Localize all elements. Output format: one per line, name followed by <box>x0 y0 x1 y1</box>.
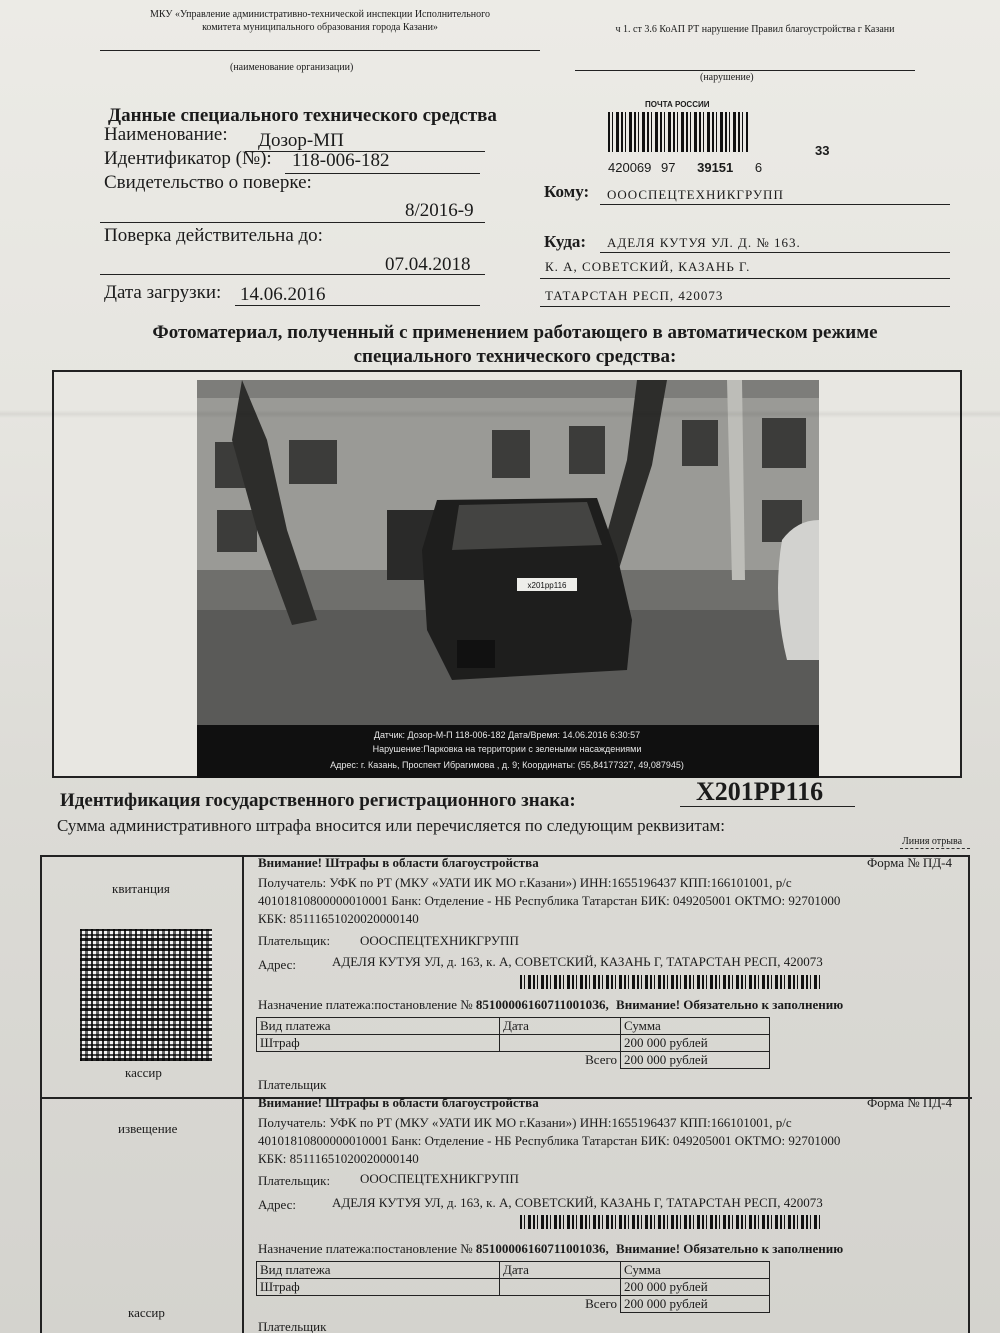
address-line-2: К. А, СОВЕТСКИЙ, КАЗАНЬ Г. <box>545 259 751 274</box>
purpose-suffix-1: Внимание! Обязательно к заполнению <box>616 997 844 1012</box>
total-amount-2: 200 000 рублей <box>621 1296 770 1313</box>
decree-number-2: 851000061607110010З6, <box>475 1241 609 1256</box>
white-car <box>778 520 819 660</box>
row-fine-2: Штраф <box>257 1279 500 1296</box>
to-value: ОООСПЕЦТЕХНИКГРУПП <box>607 187 784 202</box>
device-name-value: Дозор-МП <box>258 130 344 151</box>
fine-note: Сумма административного штрафа вносится или перечисляется по следующим реквизитам: <box>57 816 726 835</box>
upload-label: Дата загрузки: <box>104 282 222 303</box>
col-type-2: Вид платежа <box>257 1262 500 1279</box>
attention-heading-2: Внимание! Штрафы в области благоустройства <box>258 1095 539 1110</box>
receipt-barcode-2 <box>520 1215 820 1229</box>
org-underline <box>100 50 540 51</box>
valid-underline <box>100 274 485 275</box>
cut-line <box>900 848 970 849</box>
to-underline <box>600 204 950 205</box>
payer-value-1: ОООСПЕЦТЕХНИКГРУПП <box>360 933 519 948</box>
photo-caption-3: Адрес: г. Казань, Проспект Ибрагимова , д. 9; Координаты: (55,84177327, 49,087945) <box>330 760 684 770</box>
col-date-1: Дата <box>500 1018 621 1035</box>
recipient-1: Получатель: УФК по РТ (МКУ «УАТИ ИК МО г.Казани») ИНН:1655196437 КПП:166101001, р/с <box>258 875 792 890</box>
device-heading: Данные специального технического средства <box>108 105 497 126</box>
purpose-suffix-2: Внимание! Обязательно к заполнению <box>616 1241 844 1256</box>
total-amount-1: 200 000 рублей <box>621 1052 770 1069</box>
photo-title-line-1: Фотоматериал, полученный с применением работающего в автоматическом режиме <box>152 322 878 343</box>
postal-code-a: 420069 <box>608 160 652 175</box>
roof-shadow <box>197 380 819 398</box>
address-line-3: ТАТАРСТАН РЕСП, 420073 <box>545 288 724 303</box>
addr1-underline <box>600 252 950 253</box>
org-caption: (наименование организации) <box>230 62 354 73</box>
payer-value-2: ОООСПЕЦТЕХНИКГРУПП <box>360 1171 519 1186</box>
address-line-1: АДЕЛЯ КУТУЯ УЛ. Д. № 163. <box>607 235 801 250</box>
postal-code-b: 97 <box>661 160 676 175</box>
org-line-2: комитета муниципального образования города Казани» <box>202 22 438 33</box>
payment-table-2 <box>256 1261 770 1313</box>
violation-caption: (нарушение) <box>700 72 754 83</box>
photo-frame <box>52 370 962 778</box>
fold-line <box>0 410 1000 418</box>
attention-heading-1: Внимание! Штрафы в области благоустройства <box>258 855 539 870</box>
postal-barcode <box>608 112 748 152</box>
purpose-prefix-1: Назначение платежа:постановление № <box>258 997 473 1012</box>
device-id-label: Идентификатор (№): <box>104 148 272 169</box>
violation-text: ч 1. ст 3.6 КоАП РТ нарушение Правил благоустройства г Казани <box>615 24 895 35</box>
row-fine-1: Штраф <box>257 1035 500 1052</box>
cert-underline <box>100 222 485 223</box>
device-id-value: 118-006-182 <box>292 150 390 171</box>
violation-underline <box>575 70 915 71</box>
col-sum-2: Сумма <box>621 1262 770 1279</box>
postal-code-c: 39151 <box>697 160 734 175</box>
payer-sign-1: Плательщик <box>258 1077 327 1092</box>
amount-1: 200 000 рублей <box>621 1035 770 1052</box>
photo-caption-1: Датчик: Дозор-М-П 118-006-182 Дата/Время: 14.06.2016 6:30:57 <box>373 730 641 740</box>
postal-code-d: 6 <box>754 160 763 175</box>
form-label-1: Форма № ПД-4 <box>867 855 952 870</box>
receipt-divider-vertical <box>242 857 244 1333</box>
col-type-1: Вид платежа <box>257 1018 500 1035</box>
address-value-2: АДЕЛЯ КУТУЯ УЛ, д. 163, к. А, СОВЕТСКИЙ, КАЗАНЬ Г, ТАТАРСТАН РЕСП, 420073 <box>332 1195 823 1210</box>
upload-underline <box>235 305 480 306</box>
payment-qr-code <box>80 929 212 1061</box>
address-value-1: АДЕЛЯ КУТУЯ УЛ, д. 163, к. А, СОВЕТСКИЙ, КАЗАНЬ Г, ТАТАРСТАН РЕСП, 420073 <box>332 954 823 969</box>
bank-details-1: 40101810800000010001 Банк: Отделение - НБ Республика Татарстан БИК: 049205001 ОКТМО: 92701000 <box>258 893 841 908</box>
valid-value: 07.04.2018 <box>385 254 471 275</box>
payer-label-2: Плательщик: <box>258 1173 331 1188</box>
postal-number: 33 <box>815 143 830 158</box>
recipient-2: Получатель: УФК по РТ (МКУ «УАТИ ИК МО г.Казани») ИНН:1655196437 КПП:166101001, р/с <box>258 1115 792 1130</box>
where-label: Куда: <box>544 232 587 251</box>
device-name-label: Наименование: <box>104 124 228 145</box>
organization-name <box>110 8 530 34</box>
payer-label-1: Плательщик: <box>258 933 331 948</box>
cashier-label-2: кассир <box>128 1305 165 1320</box>
car-wheel <box>457 640 495 668</box>
cert-value: 8/2016-9 <box>405 200 474 221</box>
total-label-1: Всего <box>585 1052 617 1067</box>
total-label-2: Всего <box>585 1296 617 1311</box>
address-label-2: Адрес: <box>258 1197 296 1212</box>
amount-2: 200 000 рублей <box>621 1279 770 1296</box>
form-label-2: Форма № ПД-4 <box>867 1095 952 1110</box>
id-underline <box>285 173 480 174</box>
purpose-prefix-2: Назначение платежа:постановление № <box>258 1241 473 1256</box>
addr3-underline <box>540 306 950 307</box>
address-label-1: Адрес: <box>258 957 296 972</box>
org-line-1: МКУ «Управление административно-технической инспекции Исполнительного <box>150 9 490 20</box>
photo-title-line-2: специального технического средства: <box>353 346 677 367</box>
plate-id-label: Идентификация государственного регистрационного знака: <box>60 790 576 811</box>
photo-scene <box>197 380 819 778</box>
col-sum-1: Сумма <box>621 1018 770 1035</box>
plate-underline <box>680 806 855 807</box>
car-plate-text: х201рр116 <box>527 581 567 590</box>
plate-id-value: Х201РР116 <box>696 777 824 806</box>
receipt-barcode-1 <box>520 975 820 989</box>
kbk-2: КБК: 85111651020020000140 <box>258 1151 419 1166</box>
photo-caption-2: Нарушение:Парковка на территории с зелеными насаждениями <box>372 744 642 754</box>
addr2-underline <box>540 278 950 279</box>
bank-details-2: 40101810800000010001 Банк: Отделение - НБ Республика Татарстан БИК: 049205001 ОКТМО: 92701000 <box>258 1133 841 1148</box>
izveshenie-label: извещение <box>118 1121 178 1136</box>
violation-photo <box>197 380 819 778</box>
payer-sign-2: Плательщик <box>258 1319 327 1333</box>
cashier-label-1: кассир <box>125 1065 162 1080</box>
decree-number-1: 851000061607110010З6, <box>475 997 609 1012</box>
postal-brand: ПОЧТА РОССИИ <box>645 100 710 109</box>
col-date-2: Дата <box>500 1262 621 1279</box>
car-rear-window <box>452 502 602 550</box>
payment-receipt <box>40 855 970 1333</box>
to-label: Кому: <box>544 182 590 201</box>
kbk-1: КБК: 85111651020020000140 <box>258 911 419 926</box>
valid-label: Поверка действительна до: <box>104 225 323 246</box>
upload-value: 14.06.2016 <box>240 284 326 305</box>
cert-label: Свидетельство о поверке: <box>104 172 312 193</box>
payment-table-1 <box>256 1017 770 1069</box>
cut-line-label: Линия отрыва <box>902 836 963 847</box>
kvitancia-label: квитанция <box>112 881 170 896</box>
